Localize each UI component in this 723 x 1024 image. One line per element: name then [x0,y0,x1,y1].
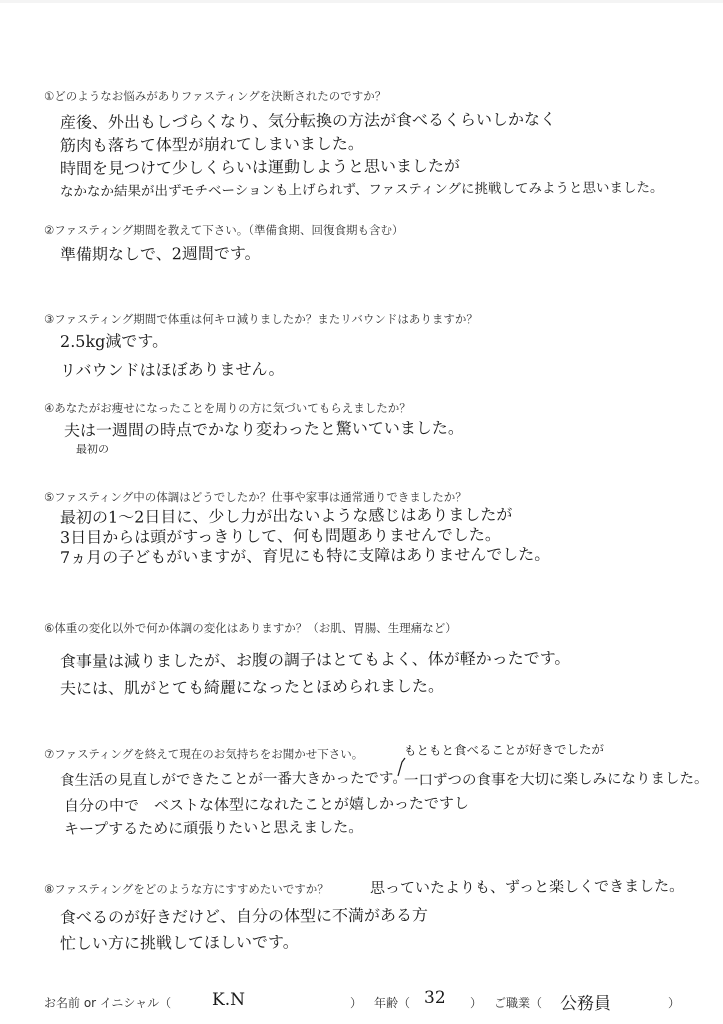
question-2: ②ファスティング期間を教えて下さい。（準備食期、回復食期も含む） [44,223,404,237]
answer-1-line-1: 産後、外出もしづらくなり、気分転換の方法が食べるくらいしかなく [59,109,557,132]
job-close: ） [668,996,681,1010]
answer-4-insertion: 最初の [75,442,110,456]
answer-3-line-2: リバウンドはほぼありません。 [59,359,285,380]
name-close: ） [350,996,363,1010]
answer-3-line-1: 2.5kg減です。 [59,331,169,351]
answer-7-line-3: キープするために頑張りたいと思えました。 [63,817,364,838]
answer-6-line-1: 食事量は減りましたが、お腹の調子はとてもよく、体が軽かったです。 [59,648,571,671]
answer-6-line-2: 夫には、肌がとても綺麗になったとほめられました。 [59,676,445,698]
answer-2-line-1: 準備期なしで、2週間です。 [59,243,261,264]
scan-edge [0,0,723,3]
question-4: ④あなたがお痩せになったことを周りの方に気づいてもらえましたか？ [44,401,411,415]
name-label: お名前 or イニシャル（ [44,996,172,1010]
question-5: ⑤ファスティング中の体調はどうでしたか？仕事や家事は通常通りできましたか？ [44,490,467,504]
name-value: K.N [212,990,245,1010]
answer-8-line-3: 忙しい方に挑戦してほしいです。 [59,932,299,953]
job-value: 公務員 [560,994,611,1014]
question-7: ⑦ファスティングを終えて現在のお気持ちをお聞かせ下さい。 [44,747,364,761]
answer-8-line-2: 食べるのが好きだけど、自分の体型に不満がある方 [59,905,429,927]
answer-7-line-1b: 一口ずつの食事を大切に楽しみになりました。 [403,770,709,789]
answer-1-line-4: なかなか結果が出ずモチベーションも上げられず、ファスティングに挑戦してみようと思いました。 [59,179,664,200]
answer-7-insertion: もともと食べることが好きでしたが [403,741,605,758]
answer-4-line-1: 夫は一週間の時点でかなり変わったと驚いていました。 [63,418,464,440]
age-value: 32 [424,988,446,1008]
answer-8-line-1: 思っていたよりも、ずっと楽しくできました。 [369,876,685,897]
answer-7-line-2: 自分の中で ベストな体型になれたことが嬉しかったですし [63,794,470,815]
question-1: ①どのようなお悩みがありファスティングを決断されたのですか？ [44,89,387,103]
answer-1-line-2: 筋肉も落ちて体型が崩れてしまいました。 [59,133,364,155]
answer-5-line-1: 最初の1～2日目に、少し力が出ないような感じはありましたが [59,504,513,527]
question-6: ⑥体重の変化以外で何か体調の変化はありますか？（お肌、胃腸、生理痛など） [44,621,457,635]
answer-5-line-2: 3日目からは頭がすっきりして、何も問題ありませんでした。 [59,524,501,547]
job-label: ご職業（ [494,996,543,1010]
age-close: ） [470,996,483,1010]
answer-7-line-1: 食生活の見直しができたことが一番大きかったです。 [59,770,407,789]
age-label: 年齢（ [374,996,411,1010]
answer-1-line-3: 時間を見つけて少しくらいは運動しようと思いましたが [59,156,461,178]
answer-5-line-3: 7ヵ月の子どもがいますが、育児にも特に支障はありませんでした。 [59,544,551,567]
question-3: ③ファスティング期間で体重は何キロ減りましたか？またリバウンドはありますか？ [44,312,478,326]
question-8: ⑧ファスティングをどのような方にすすめたいですか？ [44,882,329,896]
